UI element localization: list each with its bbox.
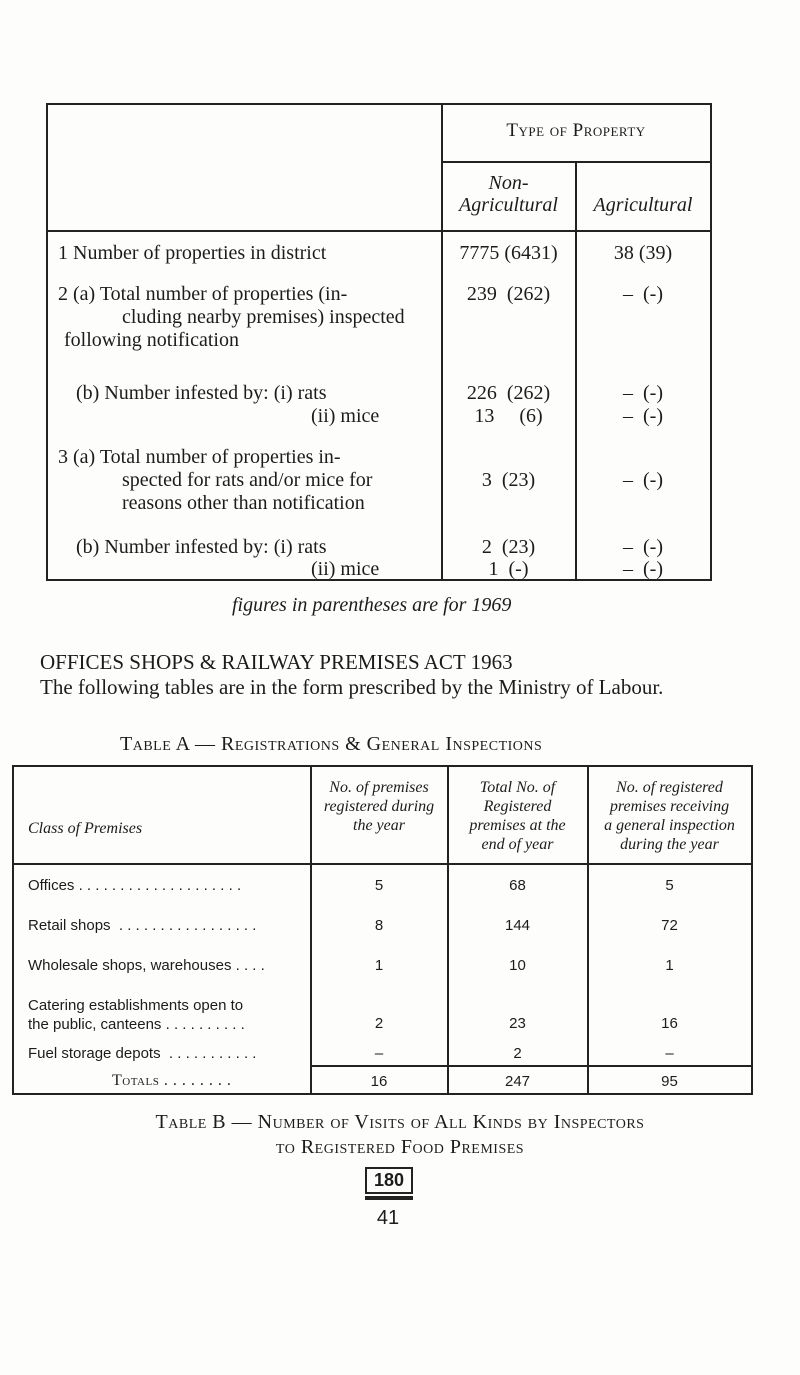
row-label: 2 (a) Total number of properties (in- cluding nearby premises) inspected following notification — [58, 283, 405, 351]
page-stamp: 180 — [365, 1167, 413, 1194]
non-agri-value: 13 (6) — [474, 405, 543, 427]
row-label: (b) Number infested by: (i) rats — [76, 536, 327, 558]
premises-label: Wholesale shops, warehouses . . . . — [28, 957, 265, 974]
agri-value: – (-) — [623, 283, 663, 305]
totals-label: Totals . . . . . . . . — [112, 1072, 232, 1089]
type-of-property-header: Type of Property — [506, 120, 646, 141]
section-title: OFFICES SHOPS & RAILWAY PREMISES ACT 1963 — [40, 650, 513, 674]
row-label: (ii) mice — [311, 405, 380, 427]
non-agricultural-header: Non- Agricultural — [459, 172, 558, 216]
non-agri-value: 239 (262) — [466, 283, 551, 305]
registered-value: 8 — [374, 917, 384, 934]
premises-label: Catering establishments open to the public, canteens . . . . . . . . . . — [28, 997, 245, 1033]
row-label: 1 Number of properties in district — [58, 242, 327, 264]
total-value: 144 — [504, 917, 531, 934]
registered-header: No. of premises registered during the year — [323, 779, 435, 834]
row-label: 3 (a) Total number of properties in- spected for rats and/or mice for reasons other than notification — [58, 446, 373, 514]
agri-value: – (-) — [623, 405, 663, 427]
row-label: (ii) mice — [311, 558, 380, 580]
agri-value: 38 (39) — [613, 242, 673, 264]
registered-value: 2 — [374, 1015, 384, 1032]
total-value: 2 — [513, 1045, 522, 1062]
agri-value: – (-) — [623, 558, 663, 580]
registered-value: 5 — [374, 877, 384, 894]
inspected-value: 72 — [661, 917, 678, 934]
class-of-premises-header: Class of Premises — [28, 820, 143, 837]
total-total: 247 — [504, 1073, 531, 1090]
inspected-value: 5 — [665, 877, 674, 894]
non-agri-value: 2 (23) — [481, 536, 536, 558]
inspected-total: 95 — [661, 1073, 678, 1090]
inspected-value: – — [665, 1045, 674, 1062]
non-agri-value: 226 (262) — [466, 382, 551, 404]
registered-total: 16 — [370, 1073, 388, 1090]
total-value: 10 — [509, 957, 526, 974]
table-b-title: Table B — Number of Visits of All Kinds by Inspectors to Registered Food Premises — [155, 1111, 645, 1158]
premises-label: Retail shops . . . . . . . . . . . . . . . . . — [28, 917, 257, 934]
registered-value: – — [374, 1045, 384, 1062]
premises-label: Fuel storage depots . . . . . . . . . . . — [28, 1045, 257, 1062]
agricultural-header: Agricultural — [593, 194, 693, 216]
page-number: 41 — [376, 1207, 400, 1229]
total-value: 68 — [509, 877, 526, 894]
inspected-value: 16 — [661, 1015, 678, 1032]
non-agri-value: 1 (-) — [488, 558, 529, 580]
table-a-title: Table A — Registrations & General Inspections — [120, 733, 543, 755]
footnote: figures in parentheses are for 1969 — [232, 594, 512, 616]
intro-text: The following tables are in the form prescribed by the Ministry of Labour. — [40, 675, 664, 699]
total-header: Total No. of Registered premises at the end of year — [469, 779, 566, 853]
inspected-value: 1 — [665, 957, 674, 974]
row-label: (b) Number infested by: (i) rats — [76, 382, 327, 404]
agri-value: – (-) — [623, 536, 663, 558]
agri-value: – (-) — [623, 382, 663, 404]
total-value: 23 — [509, 1015, 526, 1032]
non-agri-value: 7775 (6431) — [459, 242, 558, 264]
agri-value: – (-) — [623, 469, 663, 491]
non-agri-value: 3 (23) — [481, 469, 536, 491]
inspected-header: No. of registered premises receiving a general inspection during the year — [604, 779, 735, 853]
premises-label: Offices . . . . . . . . . . . . . . . . . . . . — [28, 877, 242, 894]
registered-value: 1 — [374, 957, 384, 974]
